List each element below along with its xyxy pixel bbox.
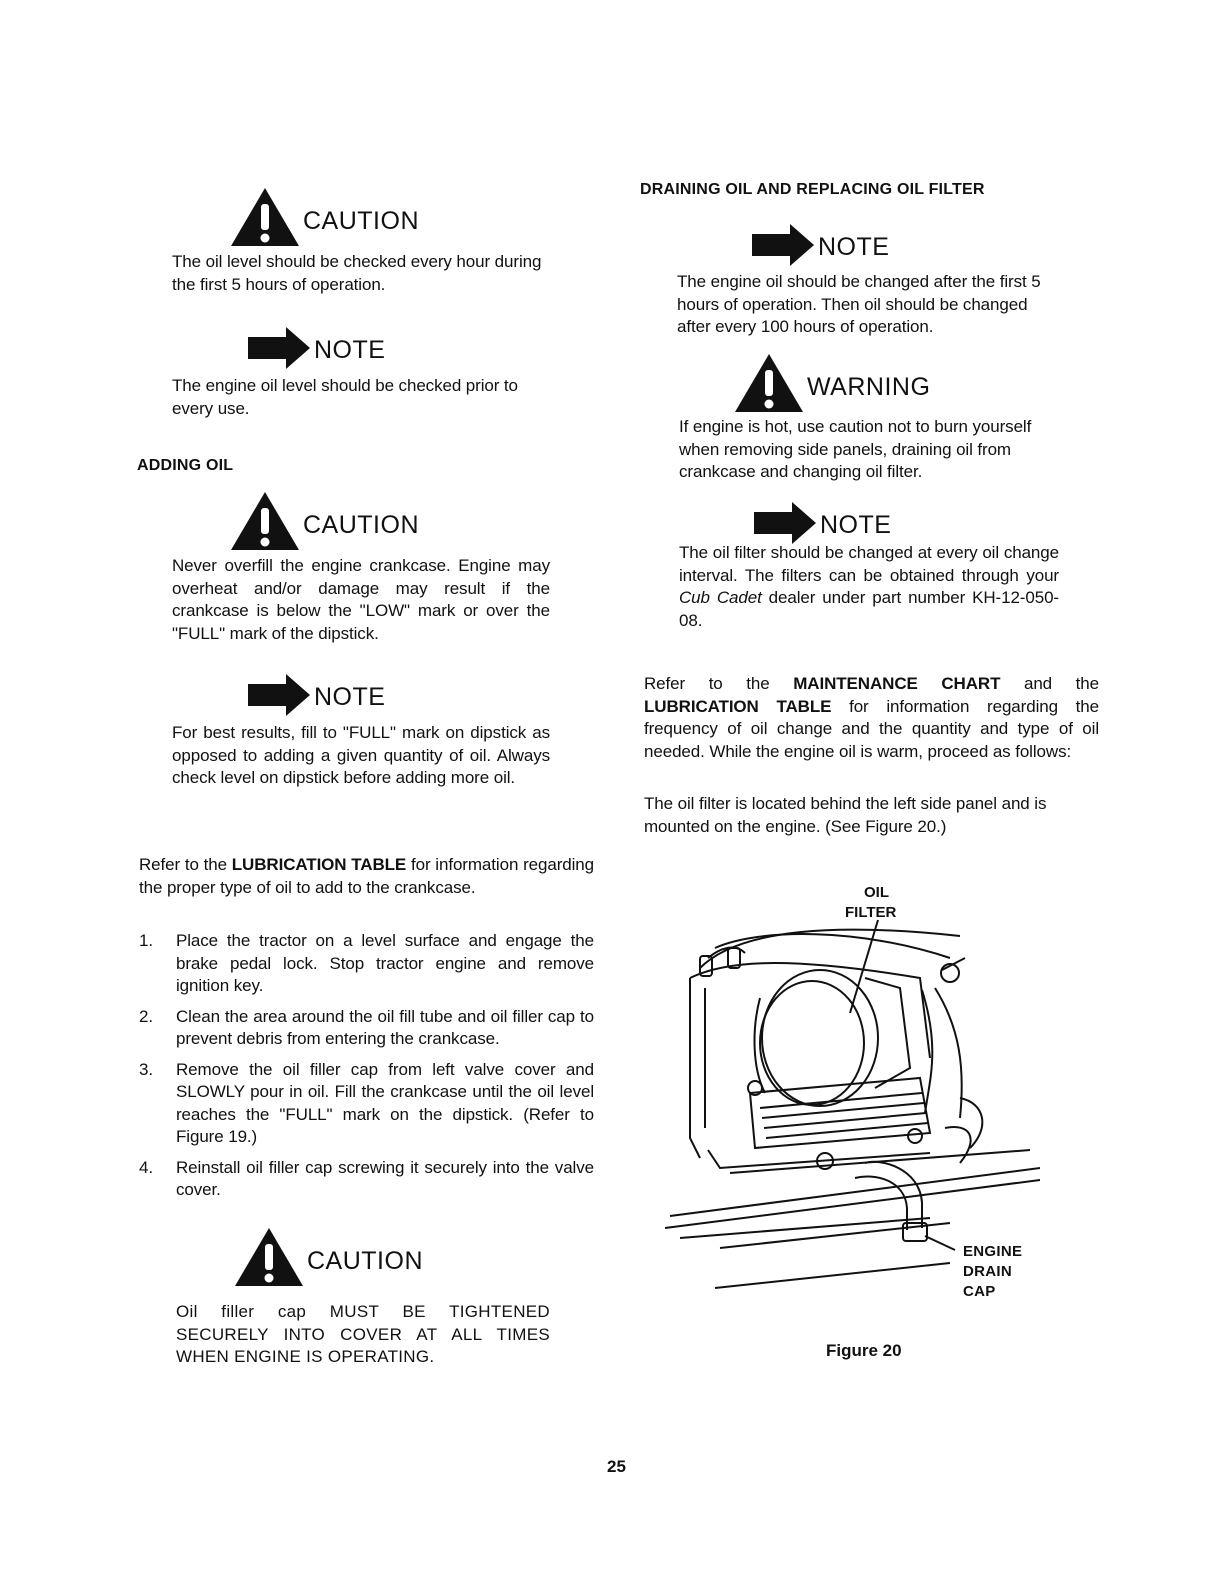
- refer-text: Refer to the: [644, 674, 794, 693]
- list-item: [139, 1006, 594, 1051]
- note-text: For best results, fill to "FULL" mark on dipstick as opposed to adding a given quantity of oil. Always check level on dipstick before adding more oil.: [172, 723, 550, 787]
- refer-text: for information regarding the proper type of oil to add to the crankcase.: [139, 855, 595, 897]
- step-number: 3.: [139, 1059, 153, 1079]
- refer-bold: LUBRICATION TABLE: [231, 855, 407, 874]
- caution-text: The oil level should be checked every hour during the first 5 hours of operation.: [172, 252, 542, 294]
- caution-header: [229, 186, 419, 248]
- warning-text: If engine is hot, use caution not to burn yourself when removing side panels, draining oil from crankcase and changing oil filter.: [679, 417, 1032, 481]
- note-header: [750, 222, 889, 268]
- note-label: NOTE: [314, 336, 386, 364]
- caution-label: CAUTION: [303, 207, 419, 235]
- warning-triangle-icon: [229, 186, 301, 248]
- warning-header: [733, 352, 930, 414]
- note-text: [679, 542, 1059, 632]
- refer-text: for information regarding the frequency of oil change and the quantity and type of oil needed. While the engine oil is warm, proceed as follows:: [644, 696, 1099, 761]
- arrow-right-icon: [750, 222, 816, 268]
- note-header: [246, 672, 385, 718]
- section-heading: DRAINING OIL AND REPLACING OIL FILTER: [640, 181, 985, 198]
- note-text-part: The oil filter should be changed at every oil change interval. The filters can be obtained through your: [679, 543, 1059, 585]
- caution-text: Oil filler cap MUST BE TIGHTENED SECURELY INTO COVER AT ALL TIMES WHEN ENGINE IS OPERATING.: [176, 1302, 550, 1366]
- section-heading: ADDING OIL: [137, 457, 234, 474]
- steps-list: [139, 930, 594, 1210]
- figure-label-line: OIL: [864, 884, 889, 901]
- engine-illustration: [660, 918, 1040, 1298]
- refer-text: Refer to the: [139, 855, 232, 874]
- warning-triangle-icon: [733, 352, 805, 414]
- filter-location-text: The oil filter is located behind the left side panel and is mounted on the engine. (See Figure 20.): [644, 794, 1047, 836]
- note-text: The engine oil should be changed after the first 5 hours of operation. Then oil should be changed after every 100 hours of operation.: [677, 272, 1041, 336]
- refer-paragraph: [644, 673, 1099, 763]
- step-text: Place the tractor on a level surface and engage the brake pedal lock. Stop tractor engine and remove ignition key.: [176, 931, 594, 995]
- figure-caption: Figure 20: [826, 1341, 902, 1360]
- step-text: Reinstall oil filler cap screwing it securely into the valve cover.: [176, 1157, 594, 1199]
- figure-label-line: FILTER: [845, 904, 897, 921]
- caution-label: CAUTION: [303, 511, 419, 539]
- refer-paragraph: [139, 854, 594, 899]
- caution-text: Never overfill the engine crankcase. Engine may overheat and/or damage may result if the crankcase is below the "LOW" mark or over the "FULL" mark of the dipstick.: [172, 556, 550, 643]
- step-number: 1.: [139, 931, 153, 950]
- caution-header: [233, 1226, 423, 1288]
- caution-header: [229, 490, 419, 552]
- note-label: NOTE: [314, 683, 386, 711]
- list-item: [139, 1059, 594, 1149]
- note-header: [246, 325, 385, 371]
- warning-triangle-icon: [229, 490, 301, 552]
- page-number: 25: [607, 1457, 626, 1476]
- figure-label-oil-filter: [845, 883, 897, 923]
- step-number: 4.: [139, 1157, 153, 1177]
- figure-label-line: ENGINE: [963, 1243, 1023, 1260]
- note-label: NOTE: [818, 233, 890, 261]
- refer-text: and the: [1000, 674, 1099, 693]
- brand-name: Cub Cadet: [679, 588, 762, 607]
- list-item: [139, 930, 594, 998]
- refer-bold: MAINTENANCE CHART: [793, 674, 1001, 693]
- step-number: 2.: [139, 1006, 153, 1026]
- note-text-part: dealer under part number KH-12-050-08.: [679, 588, 1059, 630]
- figure-label-line: CAP: [963, 1283, 996, 1300]
- refer-bold: LUBRICATION TABLE: [644, 696, 832, 716]
- step-text: Remove the oil filler cap from left valve cover and SLOWLY pour in oil. Fill the crankcase until the oil level reaches the "FULL" mark on the dipstick. (Refer to Figure 19.): [176, 1059, 594, 1146]
- figure-label-line: DRAIN: [963, 1263, 1012, 1280]
- warning-label: WARNING: [807, 373, 931, 401]
- arrow-right-icon: [246, 325, 312, 371]
- arrow-right-icon: [752, 500, 818, 546]
- note-text: The engine oil level should be checked prior to every use.: [172, 376, 518, 418]
- step-text: Clean the area around the oil fill tube and oil filler cap to prevent debris from entering the crankcase.: [176, 1006, 594, 1048]
- figure-label-drain-cap: [963, 1242, 1022, 1302]
- caution-label: CAUTION: [307, 1247, 423, 1275]
- note-label: NOTE: [820, 511, 892, 539]
- arrow-right-icon: [246, 672, 312, 718]
- note-header: [752, 500, 891, 546]
- warning-triangle-icon: [233, 1226, 305, 1288]
- list-item: [139, 1157, 594, 1202]
